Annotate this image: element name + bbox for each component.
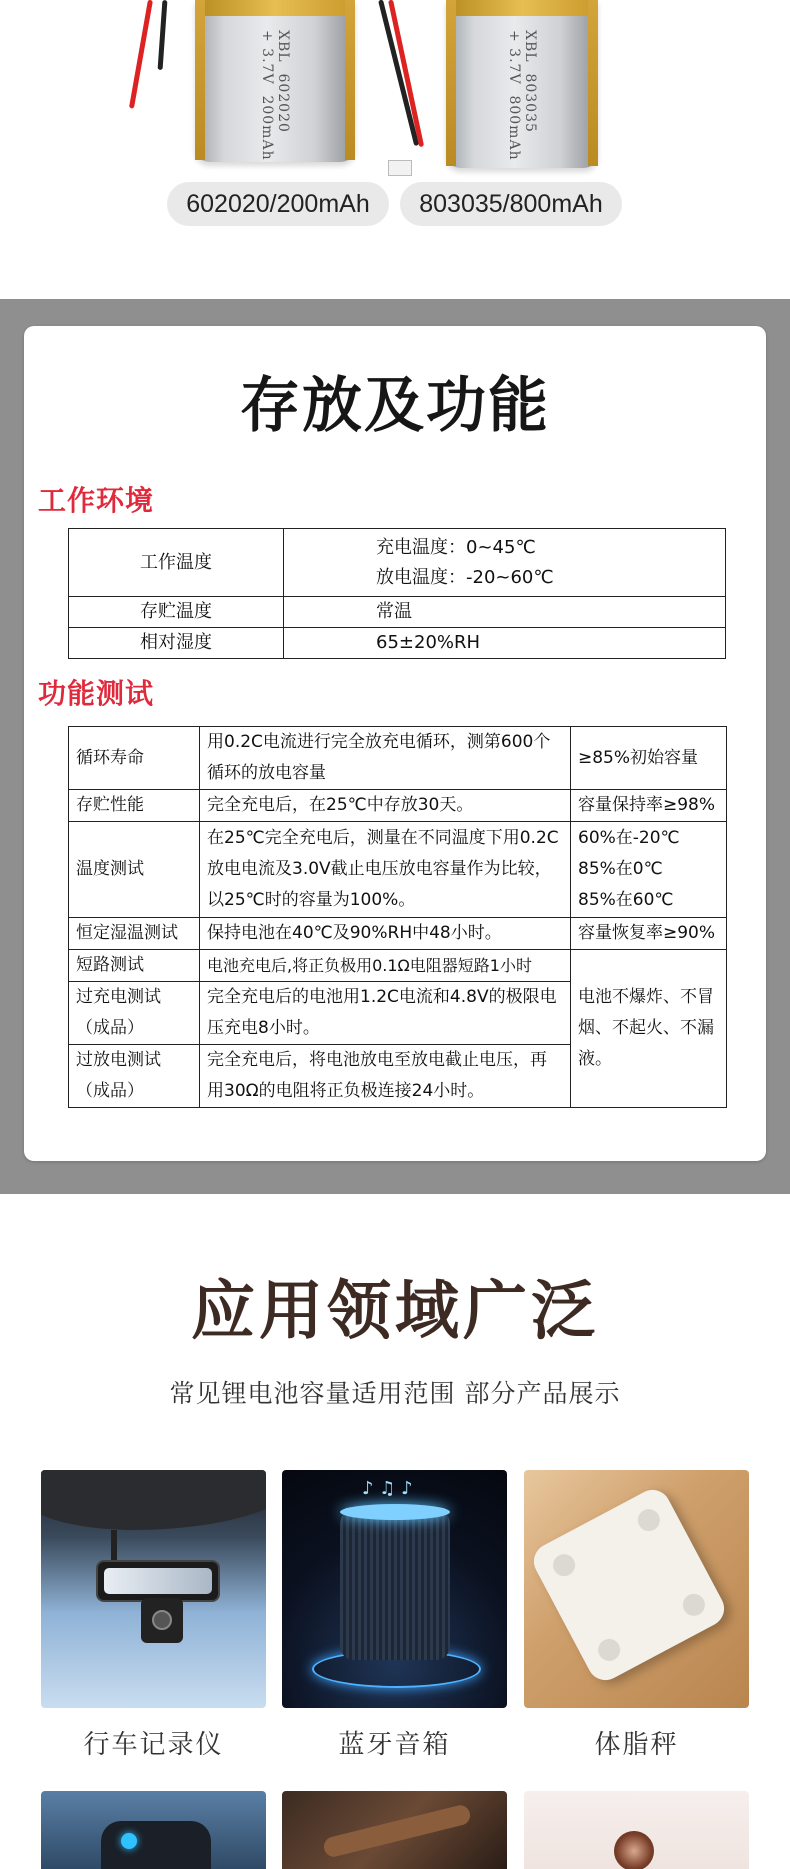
table-row [69,822,727,918]
battery-803035 [446,0,598,168]
black-wire [378,0,419,146]
env-value-line: 放电温度：-20~60℃ [376,566,554,588]
env-value-line: 充电温度：0~45℃ [376,536,536,558]
scale-photo [524,1470,749,1708]
applications-title: 应用领域广泛 [191,1275,599,1349]
table-row [69,950,727,982]
func-item: 恒定湿温测试 [69,918,200,950]
func-result: 电池不爆炸、不冒烟、不起火、不漏液。 [571,950,727,1108]
application-label: 行车记录仪 [83,1730,224,1760]
func-result: 60%在-20℃ 85%在0℃ 85%在60℃ [571,822,727,918]
applications-subtitle: 常见锂电池容量适用范围 部分产品展示 [169,1379,621,1408]
table-row [69,597,726,628]
storage-function-card [24,326,766,1161]
func-heading: 功能测试 [38,677,155,710]
func-method: 保持电池在40℃及90%RH中48小时。 [200,918,571,950]
func-item: 温度测试 [69,822,200,918]
func-method: 完全充电后，在25℃中存放30天。 [200,790,571,822]
battery-print: XBL 602020 + 3.7V 200mAh [259,30,291,161]
func-result: 容量保持率≥98% [571,790,727,822]
red-wire [388,0,424,147]
env-value [284,529,726,597]
env-heading: 工作环境 [38,484,155,517]
func-item: 过充电测试（成品） [69,982,200,1045]
battery-showcase [0,0,790,300]
func-method: 电池充电后,将正负极用0.1Ω电阻器短路1小时 [200,950,571,982]
table-row [69,529,726,597]
battery-label-803035: 803035/800mAh [400,182,622,226]
gamepad-photo [41,1791,266,1869]
dashcam-photo [41,1470,266,1708]
func-method: 完全充电后，将电池放电至放电截止电压，再用30Ω的电阻将正负极连接24小时。 [200,1045,571,1108]
func-item: 循环寿命 [69,727,200,790]
black-wire [158,0,168,70]
env-table [68,528,726,659]
func-method: 完全充电后的电池用1.2C电流和4.8V的极限电压充电8小时。 [200,982,571,1045]
battery-602020 [195,0,355,162]
application-label: 体脂秤 [594,1730,679,1760]
func-table [68,726,727,1108]
table-row [69,628,726,659]
razor-photo [524,1791,749,1869]
func-item: 短路测试 [69,950,200,982]
battery-print: XBL 803035 + 3.7V 800mAh [506,30,538,161]
env-name: 工作温度 [69,529,284,597]
wire-connector [388,160,412,176]
env-name: 存贮温度 [69,597,284,628]
table-row [69,918,727,950]
table-row [69,790,727,822]
table-row [69,727,727,790]
env-value: 65±20%RH [284,628,726,659]
func-result: 容量恢复率≥90% [571,918,727,950]
func-result: ≥85%初始容量 [571,727,727,790]
red-wire [129,0,153,109]
env-value: 常温 [284,597,726,628]
env-name: 相对湿度 [69,628,284,659]
func-item: 存贮性能 [69,790,200,822]
func-method: 用0.2C电流进行完全放充电循环，测第600个循环的放电容量 [200,727,571,790]
speaker-photo: ♪ ♫ ♪ [282,1470,507,1708]
leather-photo [282,1791,507,1869]
func-item: 过放电测试（成品） [69,1045,200,1108]
func-method: 在25℃完全充电后，测量在不同温度下用0.2C放电电流及3.0V截止电压放电容量作为比较，以25℃时的容量为100%。 [200,822,571,918]
application-label: 蓝牙音箱 [338,1730,451,1760]
card-title: 存放及功能 [224,358,566,444]
battery-label-602020: 602020/200mAh [167,182,389,226]
